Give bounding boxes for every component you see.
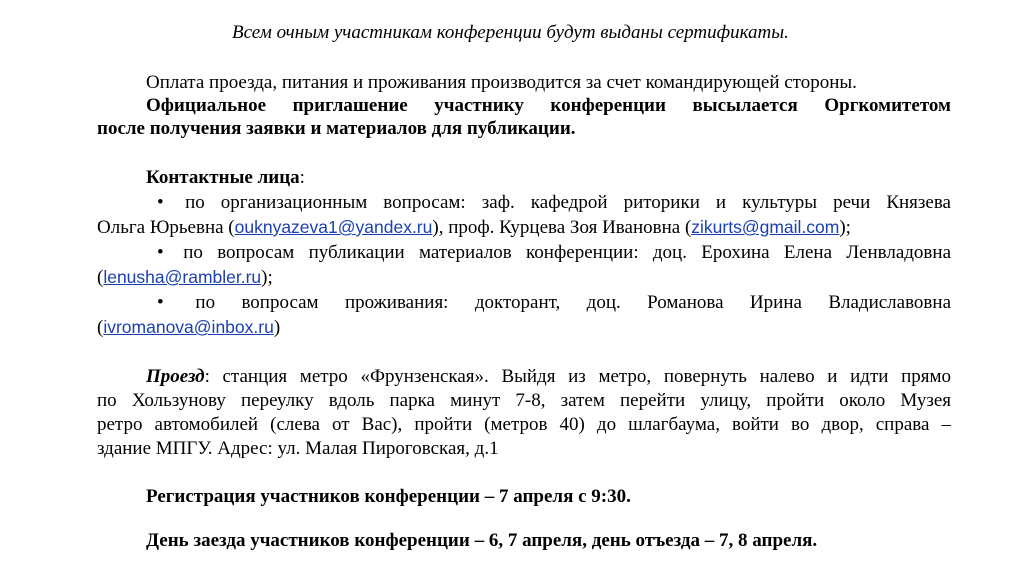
contact-housing-text: по вопросам проживания: докторант, доц. Романова Ирина Владиславовна — [195, 292, 952, 313]
certificates-note: Всем очным участникам конференции будут выданы сертификаты. — [232, 22, 789, 43]
contact-pub-suffix: ); — [261, 267, 273, 288]
email-link-zikurts[interactable]: zikurts@gmail.com — [691, 217, 840, 237]
contact-org-mid: ), проф. Курцева Зоя Ивановна ( — [432, 217, 692, 238]
payment-note: Оплата проезда, питания и проживания производится за счет командирующей стороны. — [146, 72, 857, 93]
contacts-heading-label: Контактные лица — [146, 167, 300, 188]
contacts-heading — [97, 167, 305, 189]
arrival-note: День заезда участников конференции – 6, 7 апреля, день отъезда – 7, 8 апреля. — [146, 530, 818, 551]
directions-line-1 — [97, 366, 951, 388]
directions-line-4: здание МПГУ. Адрес: ул. Малая Пироговская, д.1 — [97, 438, 499, 459]
email-link-ouknyazeva[interactable]: ouknyazeva1@yandex.ru — [234, 217, 433, 237]
contact-housing-prefix: ( — [97, 317, 104, 338]
contact-org-line-1 — [97, 192, 951, 214]
email-link-lenusha[interactable]: lenusha@rambler.ru — [103, 267, 262, 287]
contact-housing-line-2 — [97, 316, 280, 339]
contact-pub-text: по вопросам публикации материалов конференции: доц. Ерохина Елена Ленвладовна — [183, 242, 951, 263]
email-link-ivromanova[interactable]: ivromanova@inbox.ru — [103, 317, 274, 337]
contact-org-suffix: ); — [839, 217, 851, 238]
bullet-icon: • — [157, 242, 164, 263]
contact-housing-line-1 — [97, 292, 951, 314]
contact-org-prefix: Ольга Юрьевна ( — [97, 217, 235, 238]
contact-housing-suffix: ) — [273, 317, 281, 338]
bullet-icon: • — [157, 192, 164, 213]
bullet-icon: • — [157, 292, 164, 313]
directions-line-3: ретро автомобилей (слева от Вас), пройти (метров 40) до шлагбаума, войти во двор, справа – — [97, 414, 951, 435]
contact-pub-line-1 — [97, 242, 951, 264]
directions-text-1: : станция метро «Фрунзенская». Выйдя из метро, повернуть налево и идти прямо — [204, 366, 951, 387]
contact-pub-line-2 — [97, 266, 273, 289]
directions-line-2: по Хользунову переулку вдоль парка минут 7-8, затем перейти улицу, пройти около Музея — [97, 390, 951, 411]
contact-org-text: по организационным вопросам: заф. кафедрой риторики и культуры речи Князева — [185, 192, 951, 213]
directions-label: Проезд — [146, 366, 205, 387]
contacts-heading-colon: : — [299, 167, 305, 188]
invitation-line-1: Официальное приглашение участнику конференции высылается Оргкомитетом — [146, 95, 951, 116]
contact-org-line-2 — [97, 216, 851, 239]
registration-note: Регистрация участников конференции – 7 апреля с 9:30. — [146, 486, 631, 507]
invitation-line-2: после получения заявки и материалов для публикации. — [97, 118, 576, 139]
contact-pub-prefix: ( — [97, 267, 104, 288]
